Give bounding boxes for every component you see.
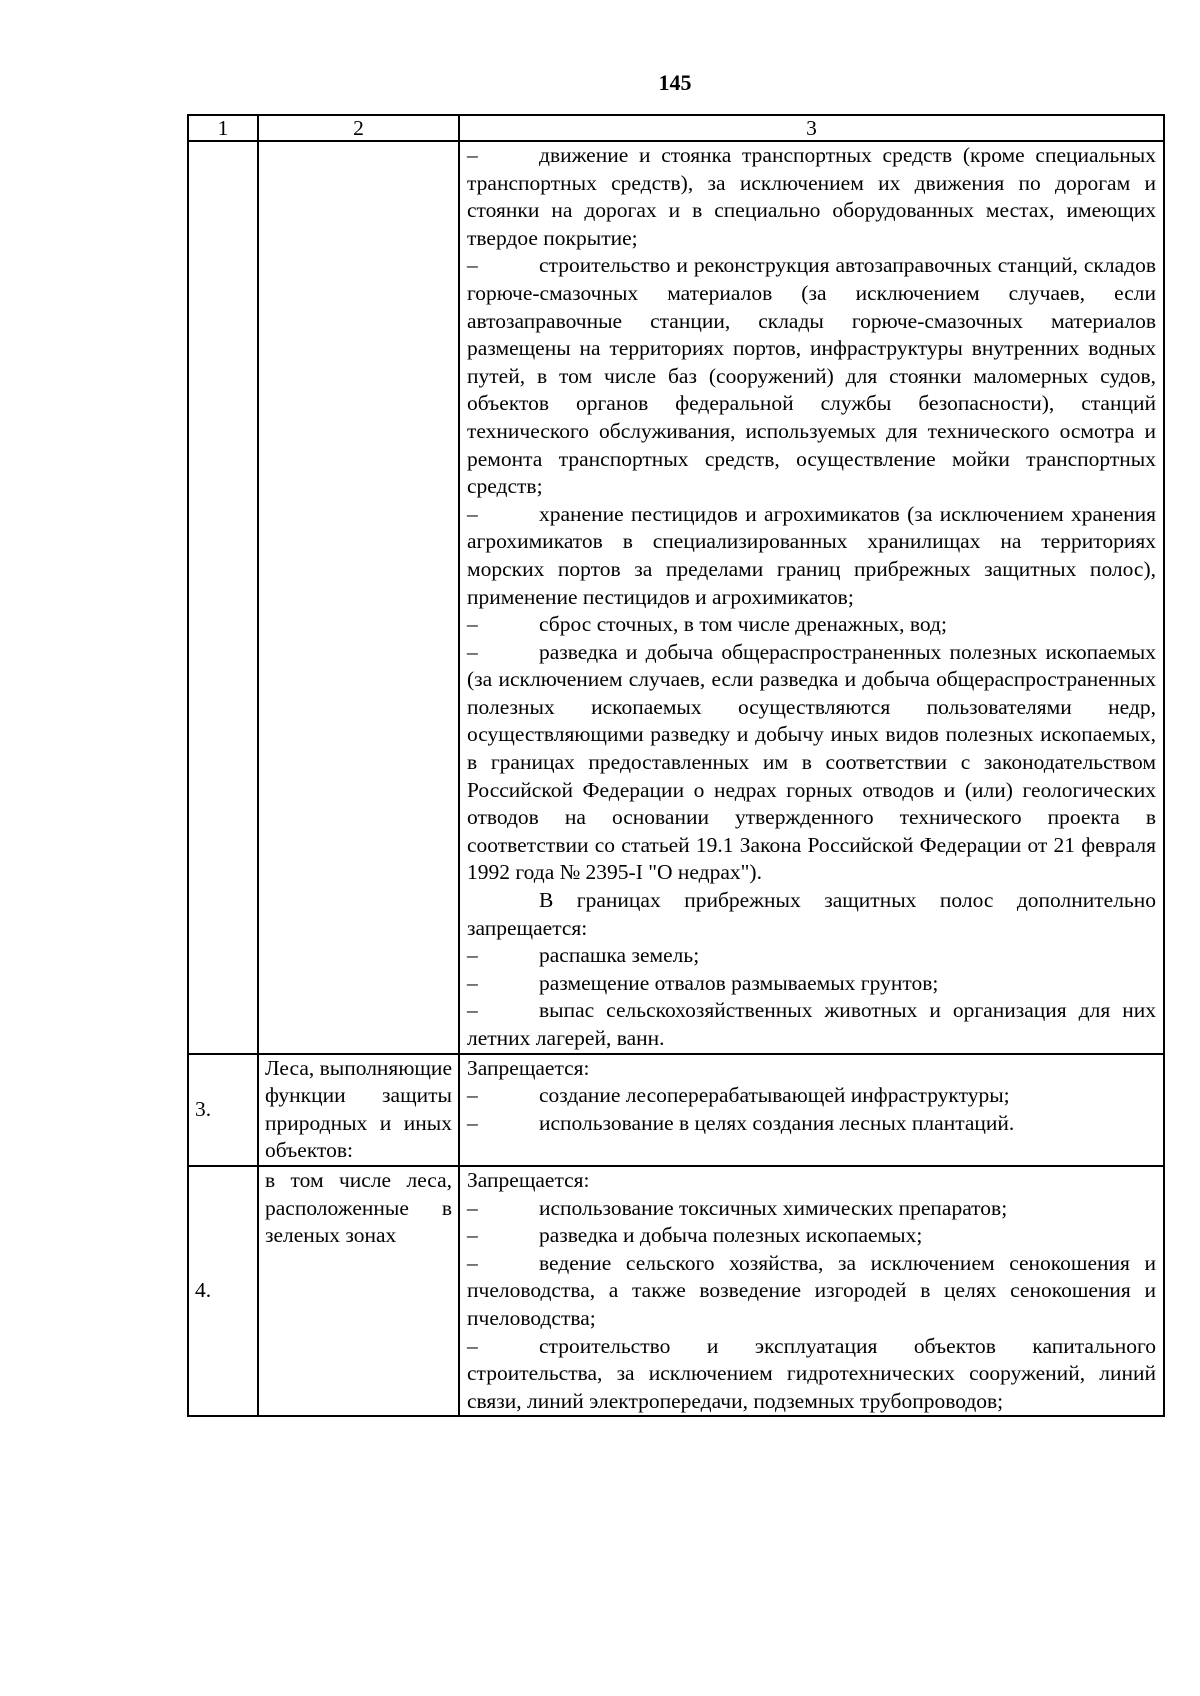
table-header-row xyxy=(188,115,1164,141)
dash-marker: – xyxy=(467,639,478,664)
row-number xyxy=(188,141,258,1054)
restriction-paragraph: В границах прибрежных защитных полос дополнительно запрещается: xyxy=(467,888,1156,940)
restriction-item: – строительство и реконструкция автозаправочных станций, складов горюче-смазочных материалов (за исключением случаев, если автозаправочные станции, склады горюче-смазочных материалов размещены на территориях портов, инфраструктуры внутренних водных путей, в том числе баз (сооружений) для стоянки маломерных судов, объектов органов федеральной службы безопасности), станций технического обслуживания, используемых для технического осмотра и ремонта транспортных средств, осуществление мойки транспортных средств; xyxy=(467,253,1156,499)
restriction-item: – хранение пестицидов и агрохимикатов (за исключением хранения агрохимикатов в специализированных хранилищах на территориях морских портов за пределами границ прибрежных защитных полос), применение пестицидов и агрохимикатов; xyxy=(467,501,1156,609)
dash-marker: – xyxy=(467,1195,478,1220)
column-header: 3 xyxy=(459,115,1164,141)
restriction-item: – использование в целях создания лесных плантаций. xyxy=(467,1110,1156,1138)
restriction-item: – размещение отвалов размываемых грунтов; xyxy=(467,970,1156,998)
dash-marker: – xyxy=(467,612,478,637)
dash-marker: – xyxy=(467,970,478,995)
dash-marker: – xyxy=(467,1083,478,1108)
restriction-item: – создание лесоперерабатывающей инфраструктуры; xyxy=(467,1082,1156,1110)
restriction-item: – ведение сельского хозяйства, за исключением сенокошения и пчеловодства, а также возведение изгородей в целях сенокошения и пчеловодства; xyxy=(467,1250,1156,1330)
dash-marker: – xyxy=(467,1250,478,1275)
dash-marker: – xyxy=(467,1223,478,1248)
row-restrictions xyxy=(459,1054,1164,1166)
restriction-item: – разведка и добыча общераспространенных полезных ископаемых (за исключением случаев, если разведка и добыча общераспространенных полезных ископаемых осуществляются пользователями недр, осуществляющими разведку и добычу иных видов полезных ископаемых, в границах предоставленных им в соответствии с законодательством Российской Федерации о недрах горных отводов и (или) геологических отводов на основании утвержденного технического проекта в соответствии со статьей 19.1 Закона Российской Федерации от 21 февраля 1992 года № 2395-I "О недрах"). xyxy=(467,639,1156,885)
dash-marker: – xyxy=(467,253,478,278)
row-restrictions xyxy=(459,1166,1164,1416)
column-header: 2 xyxy=(258,115,459,141)
dash-marker: – xyxy=(467,501,478,526)
restriction-item: – выпас сельскохозяйственных животных и организация для них летних лагерей, ванн. xyxy=(467,998,1156,1050)
table-row xyxy=(188,141,1164,1054)
row-restrictions xyxy=(459,141,1164,1054)
restriction-item: – сброс сточных, в том числе дренажных, вод; xyxy=(467,611,1156,639)
dash-marker: – xyxy=(467,143,478,167)
row-name xyxy=(258,141,459,1054)
table-row xyxy=(188,1054,1164,1166)
page-number: 145 xyxy=(658,70,692,95)
dash-marker: – xyxy=(467,1110,478,1135)
row-number: 3. xyxy=(188,1054,258,1166)
row-number: 4. xyxy=(188,1166,258,1416)
restriction-item: – распашка земель; xyxy=(467,942,1156,970)
table-row xyxy=(188,1166,1164,1416)
restrictions-table xyxy=(187,114,1165,1417)
row-name: Леса, выполняющие функции защиты природных и иных объектов: xyxy=(258,1054,459,1166)
restriction-item: – движение и стоянка транспортных средств (кроме специальных транспортных средств), за исключением их движения по дорогам и стоянки на дорогах и в специально оборудованных местах, имеющих твердое покрытие; xyxy=(467,143,1156,250)
column-header: 1 xyxy=(188,115,258,141)
row-name: в том числе леса, расположенные в зеленых зонах xyxy=(258,1166,459,1416)
restriction-item: – использование токсичных химических препаратов; xyxy=(467,1195,1156,1223)
dash-marker: – xyxy=(467,943,478,968)
dash-marker: – xyxy=(467,1333,478,1358)
dash-marker: – xyxy=(467,998,478,1023)
restriction-item: – разведка и добыча полезных ископаемых; xyxy=(467,1222,1156,1250)
restriction-item: – строительство и эксплуатация объектов капитального строительства, за исключением гидротехнических сооружений, линий связи, линий электропередачи, подземных трубопроводов; xyxy=(467,1333,1156,1413)
restriction-intro: Запрещается: xyxy=(467,1055,590,1080)
restriction-intro: Запрещается: xyxy=(467,1167,590,1192)
